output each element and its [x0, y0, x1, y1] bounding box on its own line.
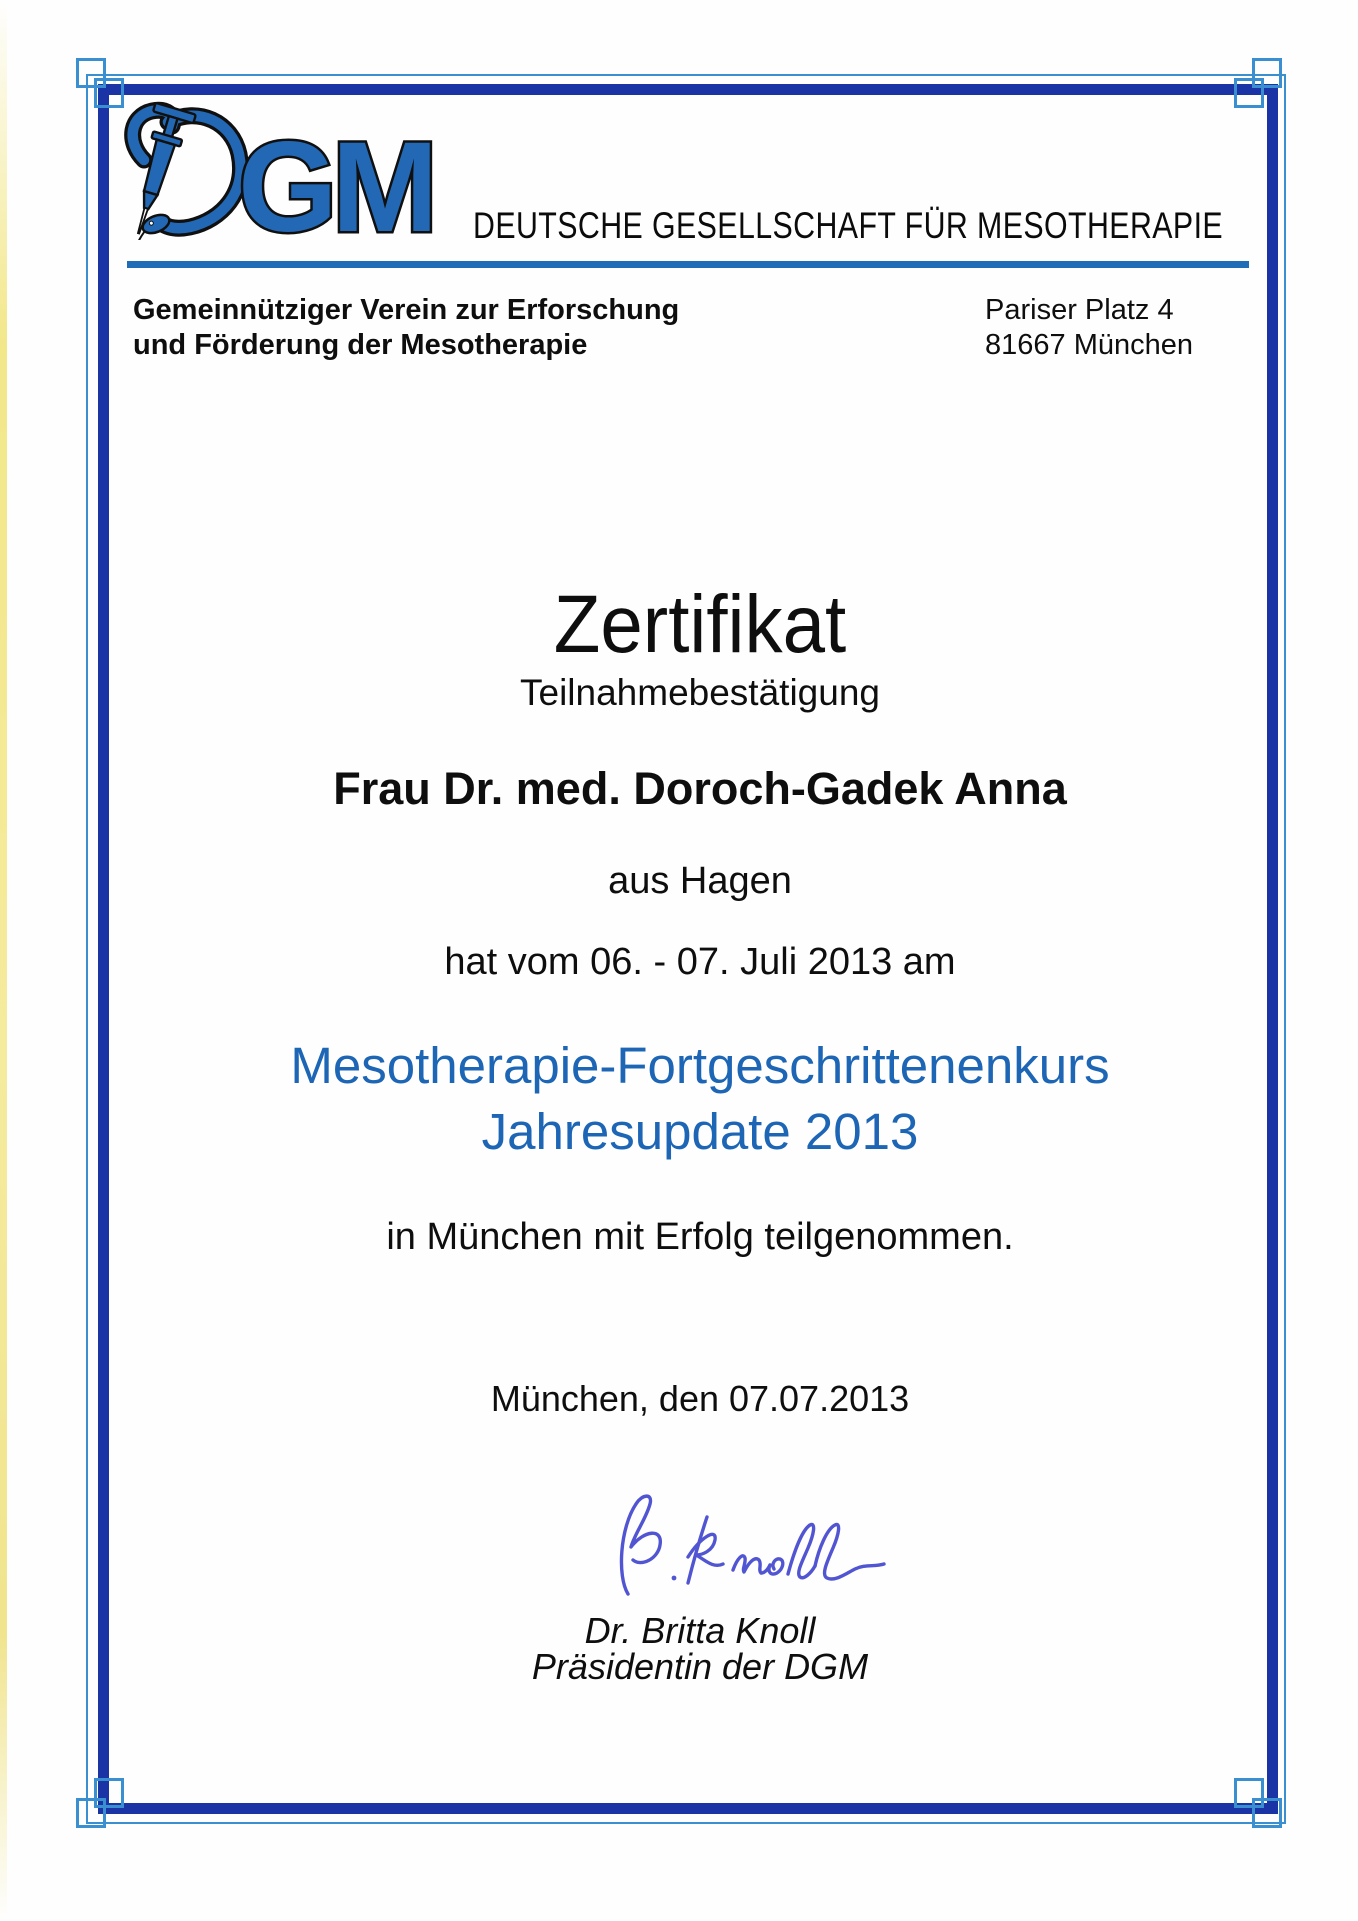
- certificate-subtitle: Teilnahmebestätigung: [520, 672, 880, 713]
- org-name: DEUTSCHE GESELLSCHAFT FÜR MESOTHERAPIE: [473, 205, 1224, 246]
- dgm-logo: [106, 98, 456, 240]
- place-and-date: München, den 07.07.2013: [490, 1378, 910, 1419]
- course-title-line2: Jahresupdate 2013: [481, 1103, 919, 1160]
- signatory-name: Dr. Britta Knoll: [584, 1610, 816, 1651]
- corner-ornament-bottom-right-inner: [1234, 1778, 1264, 1808]
- participation-line: in München mit Erfolg teilgenommen.: [386, 1216, 1014, 1258]
- recipient-name: Frau Dr. med. Doroch-Gadek Anna: [333, 763, 1067, 814]
- org-subtitle-line2: und Förderung der Mesotherapie: [133, 329, 588, 361]
- address-line2: 81667 München: [985, 329, 1193, 361]
- certificate-title: Zertifikat: [553, 579, 847, 670]
- corner-ornament-bottom-left-inner: [94, 1778, 124, 1808]
- org-subtitle-line1: Gemeinnütziger Verein zur Erforschung: [133, 294, 680, 326]
- recipient-origin: aus Hagen: [608, 860, 792, 902]
- course-title-line1: Mesotherapie-Fortgeschrittenenkurs: [290, 1037, 1110, 1094]
- handwritten-signature: [600, 1490, 890, 1602]
- scan-edge-artifact: [0, 0, 7, 1921]
- syringe-snake-icon: [119, 103, 241, 240]
- signatory-title: Präsidentin der DGM: [531, 1646, 869, 1687]
- logo-letters-gm: GM: [238, 116, 433, 240]
- course-date-line: hat vom 06. - 07. Juli 2013 am: [444, 941, 956, 983]
- corner-ornament-top-right-inner: [1234, 78, 1264, 108]
- address-line1: Pariser Platz 4: [985, 294, 1174, 326]
- header-divider-line: [127, 261, 1249, 268]
